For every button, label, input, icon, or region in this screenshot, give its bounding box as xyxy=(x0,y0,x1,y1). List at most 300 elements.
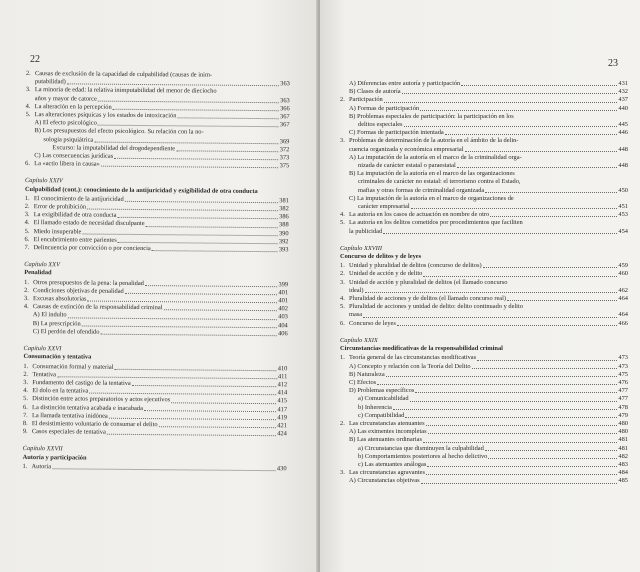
entry-page: 473 xyxy=(618,362,628,370)
entry-page: 367 xyxy=(279,121,290,129)
chapter-label: Capítulo XXV xyxy=(24,261,61,269)
entry-page: 446 xyxy=(618,129,628,137)
entry-number: 3. xyxy=(340,278,345,286)
entry-title: mafias y otras formas de criminalidad organizada xyxy=(358,186,485,194)
entry-title: El encubrimiento entre parientes xyxy=(33,235,117,244)
entry-title: nizada de carácter estatal o paraestatal xyxy=(358,162,456,170)
entry-number: 2. xyxy=(24,286,29,294)
entry-title: Excusas absolutorias xyxy=(32,295,87,303)
toc-entry xyxy=(340,105,628,113)
entry-title: A) El indulto xyxy=(32,311,67,319)
entry-title: a) Comunicabilidad xyxy=(358,395,409,403)
toc-entry xyxy=(340,162,628,170)
entry-title: b) Comportamientos posteriores al hecho delictivo xyxy=(358,452,488,460)
entry-title: A) El efecto psicológico xyxy=(34,119,97,127)
toc-entry xyxy=(340,195,628,203)
entry-title: La alteración en la percepción xyxy=(34,102,112,111)
entry-title: c) Compatibilidad xyxy=(358,411,405,419)
entry-page: 459 xyxy=(618,262,628,270)
toc-entry xyxy=(340,211,628,219)
dot-leader xyxy=(461,85,617,86)
entry-title: Condiciones objetivas de penalidad xyxy=(33,286,124,295)
dot-leader xyxy=(94,141,279,144)
entry-page: 412 xyxy=(277,381,288,389)
entry-number: 2. xyxy=(340,419,345,427)
entry-page: 421 xyxy=(277,422,287,430)
entry-number: 7. xyxy=(22,411,28,419)
dot-leader xyxy=(363,317,617,318)
toc-entry xyxy=(340,170,628,178)
entry-title: B) Naturaleza xyxy=(349,370,385,378)
entry-number: 4. xyxy=(24,219,30,227)
dot-leader xyxy=(101,166,279,169)
entry-title: Error de prohibición xyxy=(33,203,87,211)
entry-page: 460 xyxy=(618,270,628,278)
dot-leader xyxy=(427,466,617,467)
entry-page: 462 xyxy=(618,286,628,294)
entry-number: 5. xyxy=(340,303,345,311)
entry-number: 9. xyxy=(22,428,28,436)
entry-page: 373 xyxy=(279,154,290,162)
toc-entry xyxy=(340,187,628,195)
entry-page: 454 xyxy=(618,227,628,235)
dot-leader xyxy=(132,385,277,387)
dot-leader xyxy=(465,151,618,152)
entry-number: 6. xyxy=(23,403,28,411)
entry-title: c) Las atenuantes análogas xyxy=(358,460,427,468)
entry-page: 406 xyxy=(278,330,288,338)
dot-leader xyxy=(383,233,617,234)
entry-page: 375 xyxy=(279,162,290,170)
entry-title: Las alteraciones psíquicas y los estados de intoxicación xyxy=(34,111,177,120)
dot-leader xyxy=(176,150,279,152)
entry-page: 440 xyxy=(618,104,628,112)
entry-title: El dolo en la tentativa xyxy=(32,387,89,395)
dot-leader xyxy=(420,110,617,111)
entry-title: B) La prescripción xyxy=(32,319,81,328)
toc-entry xyxy=(340,270,628,278)
toc-entry xyxy=(340,295,628,303)
entry-page: 414 xyxy=(277,389,288,397)
dot-leader xyxy=(114,158,278,160)
entry-title: La exigibilidad de otra conducta xyxy=(33,211,117,220)
chapter-label: Capítulo XXVIII xyxy=(340,244,383,252)
entry-title: sología psiquiátrica xyxy=(43,135,94,144)
entry-number: 4. xyxy=(340,295,345,303)
dot-leader xyxy=(125,293,278,295)
entry-title: B) La imputación de la autoría en el marco de las organizaciones xyxy=(349,170,515,178)
entry-title: Unidad de acción y de delito xyxy=(349,270,423,278)
entry-number: 2. xyxy=(23,370,29,378)
entry-number: 3. xyxy=(340,137,345,145)
entry-page: 367 xyxy=(279,113,290,121)
entry-page: 415 xyxy=(277,397,288,405)
entry-title: Unidad y pluralidad de delitos (concurso de delitos) xyxy=(349,262,482,270)
entry-number: 4. xyxy=(23,303,29,311)
entry-number: 1. xyxy=(22,462,28,470)
dot-leader xyxy=(386,376,618,377)
entry-title: La llamada tentativa inidónea xyxy=(31,411,108,420)
toc-entry xyxy=(340,311,628,319)
entry-title: Casos especiales de tentativa xyxy=(31,428,106,436)
entry-page: 363 xyxy=(280,96,290,104)
toc-entry xyxy=(340,420,628,428)
dot-leader xyxy=(109,418,277,420)
dot-leader xyxy=(384,102,618,103)
chapter-label: Capítulo XXVII xyxy=(22,445,63,453)
entry-title: B) Clases de autoría xyxy=(349,88,401,96)
entry-page: 417 xyxy=(277,405,288,413)
toc-entry xyxy=(340,121,628,129)
entry-title: El desistimiento voluntario de consumar el delito xyxy=(31,419,158,429)
chapter-label: Capítulo XXIV xyxy=(25,177,63,185)
entry-page: 411 xyxy=(277,372,288,380)
table-of-contents xyxy=(23,70,290,473)
dot-leader xyxy=(98,100,279,103)
dot-leader xyxy=(397,325,618,326)
toc-entry xyxy=(340,219,628,227)
entry-number: 4. xyxy=(25,102,31,110)
page-number: 22 xyxy=(30,54,40,65)
entry-title: b) Inherencia xyxy=(358,403,392,411)
entry-title: Excurso: la imputabilidad del drogodependiente xyxy=(52,144,176,153)
dot-leader xyxy=(365,292,618,293)
toc-entry xyxy=(340,279,628,287)
dot-leader xyxy=(114,368,276,370)
entry-number: 5. xyxy=(25,111,31,119)
dot-leader xyxy=(98,125,279,128)
entry-page: 448 xyxy=(618,162,628,170)
entry-number: 1. xyxy=(23,362,29,370)
toc-entry xyxy=(340,146,628,154)
entry-page: 386 xyxy=(279,213,289,221)
entry-page: 432 xyxy=(618,88,628,96)
dot-leader xyxy=(163,310,277,312)
entry-title: Las circunstancias agravantes xyxy=(349,469,425,477)
toc-entry xyxy=(340,395,628,403)
dot-leader xyxy=(423,442,617,443)
entry-page: 448 xyxy=(618,145,628,153)
entry-page: 399 xyxy=(278,280,289,288)
toc-entry xyxy=(340,129,628,137)
entry-title: Tentativa xyxy=(32,370,57,378)
entry-page: 485 xyxy=(618,477,628,485)
chapter-title: Consumación y tentativa xyxy=(23,353,92,361)
entry-page: 381 xyxy=(279,197,289,205)
entry-page: 369 xyxy=(279,137,290,145)
entry-page: 372 xyxy=(279,146,290,154)
entry-title: B) Los presupuestos del efecto psicológico. Su relación con la no- xyxy=(34,127,204,136)
entry-title: Causas de extinción de la responsabilidad criminal xyxy=(32,303,163,312)
entry-title: A) Las eximentes incompletas xyxy=(349,428,427,436)
entry-number: 1. xyxy=(24,278,29,286)
entry-title: Causas de exclusión de la capacidad de culpabilidad (causas de inim- xyxy=(34,70,213,79)
entry-page: 480 xyxy=(618,428,628,436)
entry-page: 366 xyxy=(280,105,290,113)
toc-entry xyxy=(340,80,628,88)
dot-leader xyxy=(445,134,618,135)
entry-page: 464 xyxy=(618,311,628,319)
dot-leader xyxy=(402,93,618,94)
entry-page: 392 xyxy=(278,238,289,246)
toc-entry xyxy=(340,371,628,379)
dot-leader xyxy=(405,417,617,418)
chapter-title: Autoría y participación xyxy=(22,453,87,462)
entry-title: El llamado estado de necesidad disculpante xyxy=(33,219,145,228)
entry-page: 477 xyxy=(618,387,628,395)
entry-title: Pluralidad de acciones y de delitos (el llamado concurso real) xyxy=(349,295,507,303)
entry-number: 3. xyxy=(23,295,29,303)
entry-number: 6. xyxy=(25,160,31,168)
page-number: 23 xyxy=(608,58,618,69)
toc-entry xyxy=(340,113,628,121)
entry-number: 7. xyxy=(24,244,30,252)
dot-leader xyxy=(125,201,279,203)
toc-entry xyxy=(340,436,628,444)
entry-title: C) Efectos xyxy=(349,378,377,386)
entry-title: a) Circunstancias que disminuyen la culpabilidad xyxy=(358,444,484,452)
toc-entry xyxy=(340,387,628,395)
entry-page: 464 xyxy=(618,295,628,303)
dot-leader xyxy=(483,267,618,268)
entry-number: 3. xyxy=(340,469,345,477)
dot-leader xyxy=(411,208,618,209)
toc-entry xyxy=(340,354,628,362)
entry-title: La autoría en los casos de actuación en nombre de otro xyxy=(349,211,490,219)
entry-title: A) Concepto y relación con la Teoría del Delito xyxy=(349,362,471,370)
toc-entry xyxy=(340,404,628,412)
entry-page: 390 xyxy=(278,229,289,237)
entry-title: B) Las atenuantes ordinarias xyxy=(349,436,422,444)
entry-title: La minoría de edad: la relativa inimputabilidad del menor de dieciocho xyxy=(34,86,217,96)
entry-page: 450 xyxy=(618,186,628,194)
entry-page: 404 xyxy=(278,321,288,329)
entry-number: 1. xyxy=(340,354,345,362)
dot-leader xyxy=(118,242,278,244)
dot-leader xyxy=(113,109,279,111)
entry-number: 6. xyxy=(340,319,345,327)
entry-number: 5. xyxy=(24,227,30,235)
entry-page: 393 xyxy=(278,246,289,254)
toc-entry xyxy=(340,363,628,371)
entry-page: 483 xyxy=(618,460,628,468)
dot-leader xyxy=(490,216,617,217)
entry-title: criminales de carácter no estatal: el terrorismo contra el Estado, xyxy=(358,178,521,186)
entry-number: 4. xyxy=(340,211,345,219)
dot-leader xyxy=(485,192,617,193)
dot-leader xyxy=(146,226,278,228)
entry-title: C) El perdón del ofendido xyxy=(32,327,100,336)
chapter-label: Capítulo XXIX xyxy=(340,336,378,344)
entry-page: 445 xyxy=(618,121,628,129)
toc-entry xyxy=(340,262,628,270)
toc-entry xyxy=(340,320,628,328)
entry-number: 2. xyxy=(25,70,31,78)
entry-number: 5. xyxy=(340,219,345,227)
entry-title: putabilidad) xyxy=(34,78,66,86)
entry-title: Delincuencia por convicción o por conciencia xyxy=(33,244,151,253)
toc-entry xyxy=(340,445,628,453)
entry-page: 476 xyxy=(618,378,628,386)
entry-title: Teoría general de las circunstancias modificativas xyxy=(349,354,477,362)
toc-entry xyxy=(24,244,288,255)
entry-page: 475 xyxy=(618,370,628,378)
dot-leader xyxy=(52,468,276,471)
entry-title: A) Diferencias entre autoría y participación xyxy=(349,80,461,87)
entry-title: delitos especiales xyxy=(358,121,403,129)
entry-page: 481 xyxy=(618,444,628,452)
entry-title: Distinción entre actos preparatorios y actos ejecutivos xyxy=(32,395,171,404)
entry-number: 1. xyxy=(24,194,30,202)
chapter-title: Culpabilidad (cont.): conocimiento de la antijuricidad y exigibilidad de otra conducta xyxy=(24,185,258,195)
entry-page: 481 xyxy=(618,436,628,444)
entry-title: Las circunstancias atenuantes xyxy=(349,419,425,427)
dot-leader xyxy=(457,167,618,168)
entry-title: Fundamento del castigo de la tentativa xyxy=(32,378,131,387)
dot-leader xyxy=(426,474,617,475)
table-of-contents xyxy=(340,80,628,486)
entry-title: D) Problemas específicos xyxy=(349,387,415,395)
entry-page: 363 xyxy=(280,80,290,88)
dot-leader xyxy=(423,276,617,277)
toc-entry xyxy=(23,428,287,439)
right-page xyxy=(320,0,640,572)
entry-page: 430 xyxy=(276,464,287,473)
entry-page: 453 xyxy=(618,211,628,219)
toc-entry xyxy=(24,328,288,339)
entry-title: masa xyxy=(349,311,363,319)
entry-page: 388 xyxy=(279,221,289,229)
entry-title: Pluralidad de acciones y unidad de delito: delito continuado y delito xyxy=(349,303,523,311)
dot-leader xyxy=(488,458,617,459)
toc-entry xyxy=(340,461,628,469)
dot-leader xyxy=(145,285,278,287)
entry-title: C) Las consecuencias jurídicas xyxy=(34,152,114,160)
dot-leader xyxy=(144,410,277,412)
dot-leader xyxy=(415,392,617,393)
entry-title: Consumación formal y material xyxy=(32,362,114,371)
entry-title: La autoría en los delitos cometidos por procedimientos que faciliten xyxy=(349,219,523,227)
entry-page: 466 xyxy=(618,319,628,327)
chapter-title: Concurso de delitos y de leyes xyxy=(340,253,422,261)
toc-entry xyxy=(25,160,289,171)
entry-title: A) Circunstancias objetivas xyxy=(349,477,420,485)
toc-entry xyxy=(340,303,628,311)
entry-page: 431 xyxy=(618,80,628,87)
entry-title: Miedo insuperable xyxy=(33,227,82,236)
entry-number: 6. xyxy=(24,235,30,243)
toc-entry xyxy=(340,88,628,96)
entry-page: 403 xyxy=(278,313,288,321)
entry-page: 401 xyxy=(278,297,289,305)
entry-title: Problemas de determinación de la autoría en el ámbito de la delin- xyxy=(349,137,519,145)
toc-entry xyxy=(340,428,628,436)
entry-page: 424 xyxy=(277,430,287,438)
entry-title: carácter empresarial xyxy=(358,203,410,211)
dot-leader xyxy=(89,393,276,396)
entry-title: la publicidad xyxy=(349,227,383,235)
entry-title: C) La imputación de la autoría en el marco de organizaciones de xyxy=(349,194,514,202)
dot-leader xyxy=(159,426,277,428)
dot-leader xyxy=(107,434,276,436)
entry-number: 3. xyxy=(23,378,29,386)
entry-number: 8. xyxy=(22,419,28,427)
toc-entry xyxy=(340,412,628,420)
dot-leader xyxy=(177,118,279,120)
entry-page: 484 xyxy=(618,469,628,477)
dot-leader xyxy=(171,402,276,404)
entry-page: 480 xyxy=(618,419,628,427)
entry-page: 451 xyxy=(618,203,628,211)
dot-leader xyxy=(404,126,618,127)
entry-page: 382 xyxy=(279,205,289,213)
entry-page: 419 xyxy=(277,413,288,422)
entry-title: años y mayor de catorce xyxy=(34,94,97,103)
dot-leader xyxy=(485,450,618,451)
entry-title: La distinción tentativa acabada e inacabada xyxy=(32,403,143,412)
entry-page: 482 xyxy=(618,452,628,460)
entry-number: 5. xyxy=(23,395,28,403)
toc-entry xyxy=(340,453,628,461)
dot-leader xyxy=(410,401,618,402)
entry-number: 4. xyxy=(23,387,29,395)
entry-title: cuencia organizada y económica empresarial xyxy=(349,145,464,153)
entry-title: Unidad de acción y pluralidad de delitos (el llamado concurso xyxy=(349,278,508,286)
toc-entry xyxy=(340,228,628,236)
entry-page: 410 xyxy=(277,364,288,372)
dot-leader xyxy=(152,250,278,252)
entry-page: 473 xyxy=(618,354,628,362)
entry-title: El conocimiento de la antijuricidad xyxy=(33,194,124,203)
toc-entry xyxy=(340,96,628,104)
dot-leader xyxy=(421,483,618,484)
entry-number: 2. xyxy=(24,203,30,211)
entry-title: ideal) xyxy=(349,286,364,294)
entry-title: C) Formas de participación intentada xyxy=(349,129,444,137)
entry-page: 402 xyxy=(278,305,288,313)
entry-page: 477 xyxy=(618,395,628,403)
entry-number: 2. xyxy=(340,96,345,104)
entry-title: B) Problemas especiales de participación: la participación en los xyxy=(349,112,514,120)
entry-title: Concurso de leyes xyxy=(349,319,396,327)
entry-number: 3. xyxy=(25,86,31,94)
dot-leader xyxy=(377,384,617,385)
entry-title: Autoría xyxy=(31,462,52,470)
chapter-label: Capítulo XXVI xyxy=(23,345,62,353)
entry-title: A) La imputación de la autoría en el marco de la criminalidad orga- xyxy=(349,153,522,161)
toc-entry xyxy=(340,469,628,477)
entry-page: 437 xyxy=(618,96,628,104)
dot-leader xyxy=(472,368,618,369)
entry-title: Participación xyxy=(349,96,383,104)
toc-entry xyxy=(340,287,628,295)
left-page xyxy=(0,0,318,572)
dot-leader xyxy=(100,334,277,337)
dot-leader xyxy=(477,360,617,361)
toc-entry xyxy=(340,477,628,485)
dot-leader xyxy=(507,300,617,301)
entry-title: La «actio libera in causa» xyxy=(34,160,100,168)
toc-entry xyxy=(340,137,628,145)
toc-entry xyxy=(23,463,287,474)
chapter-title: Circunstancias modificativas de la responsabilidad criminal xyxy=(340,345,503,353)
entry-page: 478 xyxy=(618,403,628,411)
entry-number: 2. xyxy=(340,270,345,278)
entry-page: 401 xyxy=(278,289,289,297)
entry-page: 479 xyxy=(618,411,628,419)
toc-entry xyxy=(340,178,628,186)
toc-entry xyxy=(340,379,628,387)
